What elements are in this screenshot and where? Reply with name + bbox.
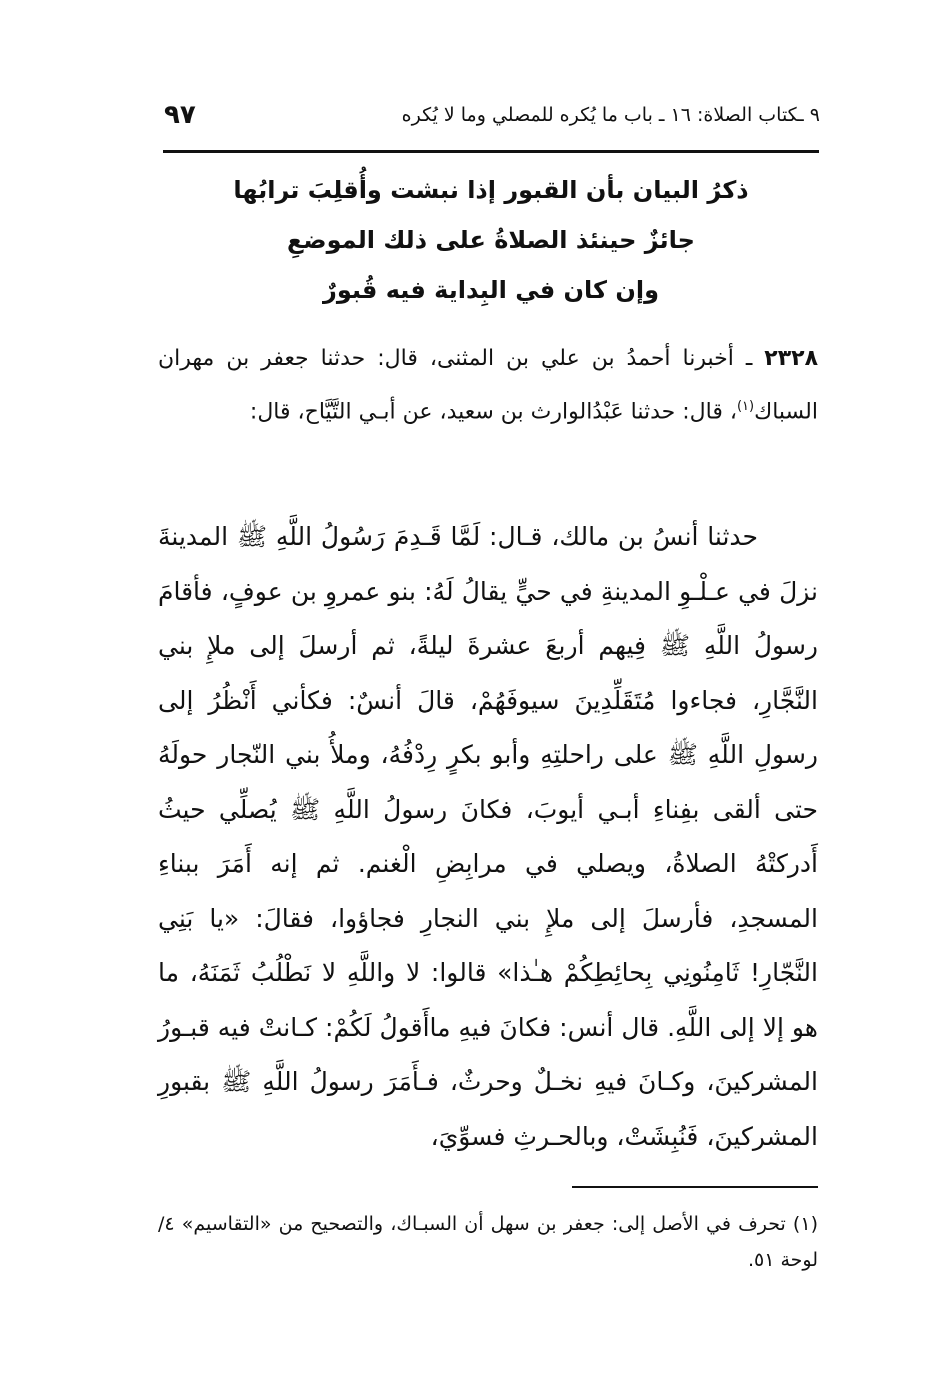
footnote-marker[interactable]: (١) xyxy=(736,399,755,414)
hadith-number: ٢٣٢٨ xyxy=(764,346,818,371)
heading-line-2: جائزٌ حينئذ الصلاةُ على ذلك الموضعِ xyxy=(287,226,695,254)
heading-line-1: ذكرُ البيان بأن القبور إذا نبشت وأُقلِبَ ترابُها xyxy=(233,176,749,204)
hadith-isnad xyxy=(158,335,818,436)
footnote-rule xyxy=(572,1186,818,1188)
number-dash: ـ xyxy=(733,346,753,371)
header-rule xyxy=(163,150,819,153)
heading-line-3: وإن كان في البِداية فيه قُبورٌ xyxy=(323,276,659,304)
chapter-heading xyxy=(163,165,819,315)
running-header xyxy=(160,100,820,140)
running-title: ٩ ـكتاب الصلاة: ١٦ ـ باب ما يُكره للمصلي وما لا يُكره xyxy=(401,104,820,126)
page-number: ٩٧ xyxy=(164,100,196,130)
hadith-matn: حدثنا أنسُ بن مالك، قـال: لَمَّا قَـدِمَ رَسُولُ اللَّهِ ﷺ المدينةَ نزلَ في عـلْـوِ المدينةِ في حيٍّ يقالُ لَهُ: بنو عمروِ بن عوفٍ، فأقامَ رسولُ اللَّهِ ﷺ فِيهم أربعَ عشرةَ ليلةً، ثم أرسلَ إلى ملإِ بني النَّجَّارِ، فجاءوا مُتَقَلِّدِينَ سيوفَهُمْ، قالَ أنسٌ: فكأني أَنْظُرُ إلى رسولِ اللَّهِ ﷺ على راحلتِهِ وأبو بكرٍ رِدْفُهُ، وملأُ بني النّجار حولَهُ حتى ألقى بفِناءِ أبـي أيوبَ، فكانَ رسولُ اللَّهِ ﷺ يُصلِّي حيثُ أَدركتْهُ الصلاةُ، ويصلي في مرابِضِ الْغنم. ثم إنه أَمَرَ ببناءِ المسجدِ، فأرسلَ إلى ملإِ بني النجارِ فجاؤوا، فقالَ: «يا بَنِي النَّجّارِ! ثَامِنُونِي بِحائِطِكُمْ هـٰذا» قالوا: لا واللَّهِ لا نَطْلُبُ ثَمَنَهُ، ما هو إلا إلى اللَّهِ. قال أنس: فكانَ فيهِ ماأَقولُ لَكُمْ: كـانتْ فيه قبـورُ المشركينَ، وكـانَ فيهِ نخـلٌ وحرثٌ، فـأَمَرَ رسولُ اللَّهِ ﷺ بقبورِ المشركينَ، فَنُبِشَتْ، وبالحـرثِ فسوِّيَ، xyxy=(158,522,818,1151)
isnad-text-after-note: ، قال: حدثنا عَبْدُالوارث بن سعيد، عن أبـي التَّيَّاح، قال: xyxy=(249,399,737,425)
isnad-text-before-note: أخبرنا أحمدُ بن علي بن المثنى، قال: حدثنا جعفر بن مهران السباك xyxy=(158,346,818,425)
footnote: (١) تحرف في الأصل إلى: جعفر بن سهل أن السبـاك، والتصحيح من «التقاسيم» ٤/لوحة ٥١. xyxy=(158,1213,818,1271)
